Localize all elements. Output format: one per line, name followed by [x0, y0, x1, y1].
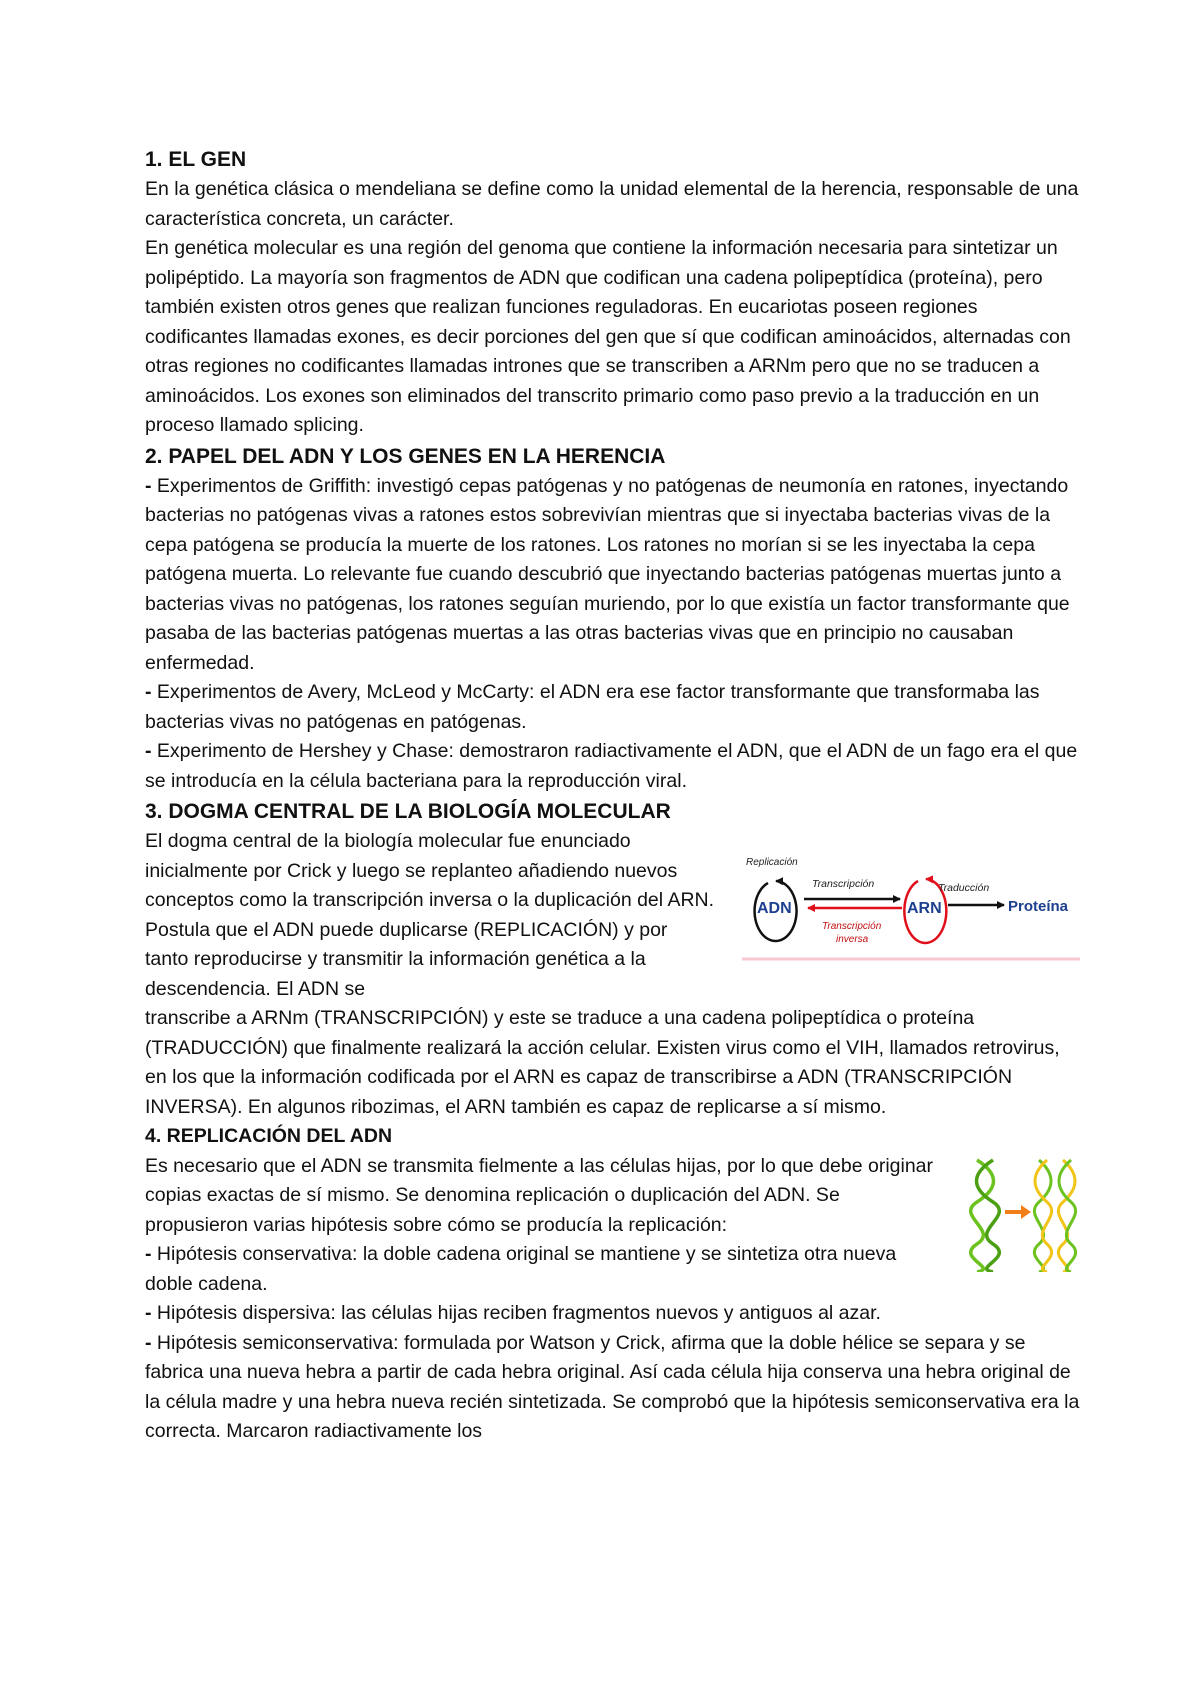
semiconservative-hypothesis-text: Hipótesis semiconservativa: formulada por Watson y Crick, afirma que la doble hélice se separa y se fabrica una nueva hebra a partir de cada hebra original. Así cada célula hija conserva una hebra original de la célula madre y una hebra nueva recién sintetizada. Se comprobó que la hipótesis semiconservativa era la correcta. Marcaron radiactivamente los: [145, 1331, 1080, 1442]
avery-item: [145, 678, 1080, 737]
parent-strand-b: [977, 1160, 1000, 1272]
section-1-paragraph-1: En la genética clásica o mendeliana se define como la unidad elemental de la herencia, responsable de una característica concreta, un carácter.: [145, 178, 1079, 230]
arn-label: ARN: [907, 900, 942, 917]
parent-strand-a: [971, 1160, 994, 1272]
bullet: -: [145, 740, 152, 762]
transcripcion-inversa-label-2: inversa: [836, 934, 869, 945]
griffith-item: [145, 472, 1080, 679]
section-3-paragraph-part-1: El dogma central de la biología molecular fue enunciado inicialmente por Crick y luego se replanteo añadiendo nuevos conceptos como la transcripción inversa o la duplicación del ARN. Postula que el ADN puede duplicarse (REPLICACIÓN) y por tanto reproducirse y transmitir la información genética a la descendencia. El ADN se: [145, 830, 715, 1000]
replicacion-label: Replicación: [746, 857, 798, 868]
bullet: -: [145, 681, 152, 703]
bullet: -: [145, 474, 152, 497]
section-2-title: 2. PAPEL DEL ADN Y LOS GENES EN LA HERENCIA: [145, 444, 666, 468]
bullet: -: [145, 1243, 152, 1265]
avery-text: Experimentos de Avery, McLeod y McCarty: el ADN era ese factor transformante que transformaba las bacterias vivas no patógenas en patógenas.: [145, 681, 1040, 733]
dna-replication-illustration: [965, 1158, 1080, 1272]
dispersive-hypothesis-text: Hipótesis dispersiva: las células hijas reciben fragmentos nuevos y antiguos al azar.: [151, 1302, 881, 1324]
adn-label: ADN: [757, 900, 792, 917]
transcripcion-label: Transcripción: [812, 878, 875, 890]
central-dogma-diagram: [742, 851, 1080, 969]
section-3-paragraph-part-2: transcribe a ARNm (TRANSCRIPCIÓN) y este se traduce a una cadena polipeptídica o proteína (TRADUCCIÓN) que finalmente realizará la acción celular. Existen virus como el VIH, llamados retrovirus, en los que la información codificada por el ARN es capaz de transcribirse a ADN (TRANSCRIPCIÓN INVERSA). En algunos ribozimas, el ARN también es capaz de replicarse a sí mismo.: [145, 1007, 1060, 1118]
bullet: -: [145, 1331, 152, 1354]
traduccion-label: Traducción: [938, 882, 990, 894]
bullet: -: [145, 1302, 152, 1324]
section-4-title: 4. REPLICACIÓN DEL ADN: [145, 1125, 393, 1147]
hershey-chase-item: [145, 737, 1080, 796]
conservative-hypothesis-item: [145, 1240, 1080, 1299]
conservative-hypothesis-text: Hipótesis conservativa: la doble cadena original se mantiene y se sintetiza otra nueva doble cadena.: [145, 1243, 897, 1295]
hershey-chase-text: Experimento de Hershey y Chase: demostraron radiactivamente el ADN, que el ADN de un fago era el que se introducía en la célula bacteriana para la reproducción viral.: [145, 740, 1078, 792]
dispersive-hypothesis-item: [145, 1299, 1080, 1329]
replication-arrow-head: [1021, 1205, 1031, 1219]
section-1-title: 1. EL GEN: [145, 148, 247, 171]
section-3-title: 3. DOGMA CENTRAL DE LA BIOLOGÍA MOLECULAR: [145, 800, 671, 823]
transcripcion-inversa-label-1: Transcripción: [822, 921, 882, 932]
section-4-paragraph-1: Es necesario que el ADN se transmita fielmente a las células hijas, por lo que debe originar copias exactas de sí mismo. Se denomina replicación o duplicación del ADN. Se propusieron varias hipótesis sobre cómo se producía la replicación:: [145, 1154, 934, 1236]
section-1-paragraph-2: En genética molecular es una región del genoma que contiene la información necesaria para sintetizar un polipéptido. La mayoría son fragmentos de ADN que codifican una cadena polipeptídica (proteína), pero también existen otros genes que realizan funciones reguladoras. En eucariotas poseen regiones codificantes llamadas exones, es decir porciones del gen que sí que codifican aminoácidos, alternadas con otras regiones no codificantes llamadas intrones que se transcriben a ARNm pero que no se traducen a aminoácidos. Los exones son eliminados del transcrito primario como paso previo a la traducción en un proceso llamado splicing.: [145, 237, 1071, 436]
griffith-text: Experimentos de Griffith: investigó cepas patógenas y no patógenas de neumonía en ratones, inyectando bacterias no patógenas vivas a ratones estos sobrevivían mientras que si inyectaba bacterias vivas de la cepa patógena se producía la muerte de los ratones. Los ratones no morían si se les inyectaba la cepa patógena muerta. Lo relevante fue cuando descubrió que inyectando bacterias patógenas muertas junto a bacterias vivas no patógenas, los ratones seguían muriendo, por lo que existía un factor transformante que pasaba de las bacterias patógenas muertas a las otras bacterias vivas que en principio no causaban enfermedad.: [145, 474, 1070, 674]
proteina-label: Proteína: [1008, 898, 1069, 915]
document-page: [145, 144, 1080, 1447]
semiconservative-hypothesis-item: [145, 1329, 1080, 1447]
